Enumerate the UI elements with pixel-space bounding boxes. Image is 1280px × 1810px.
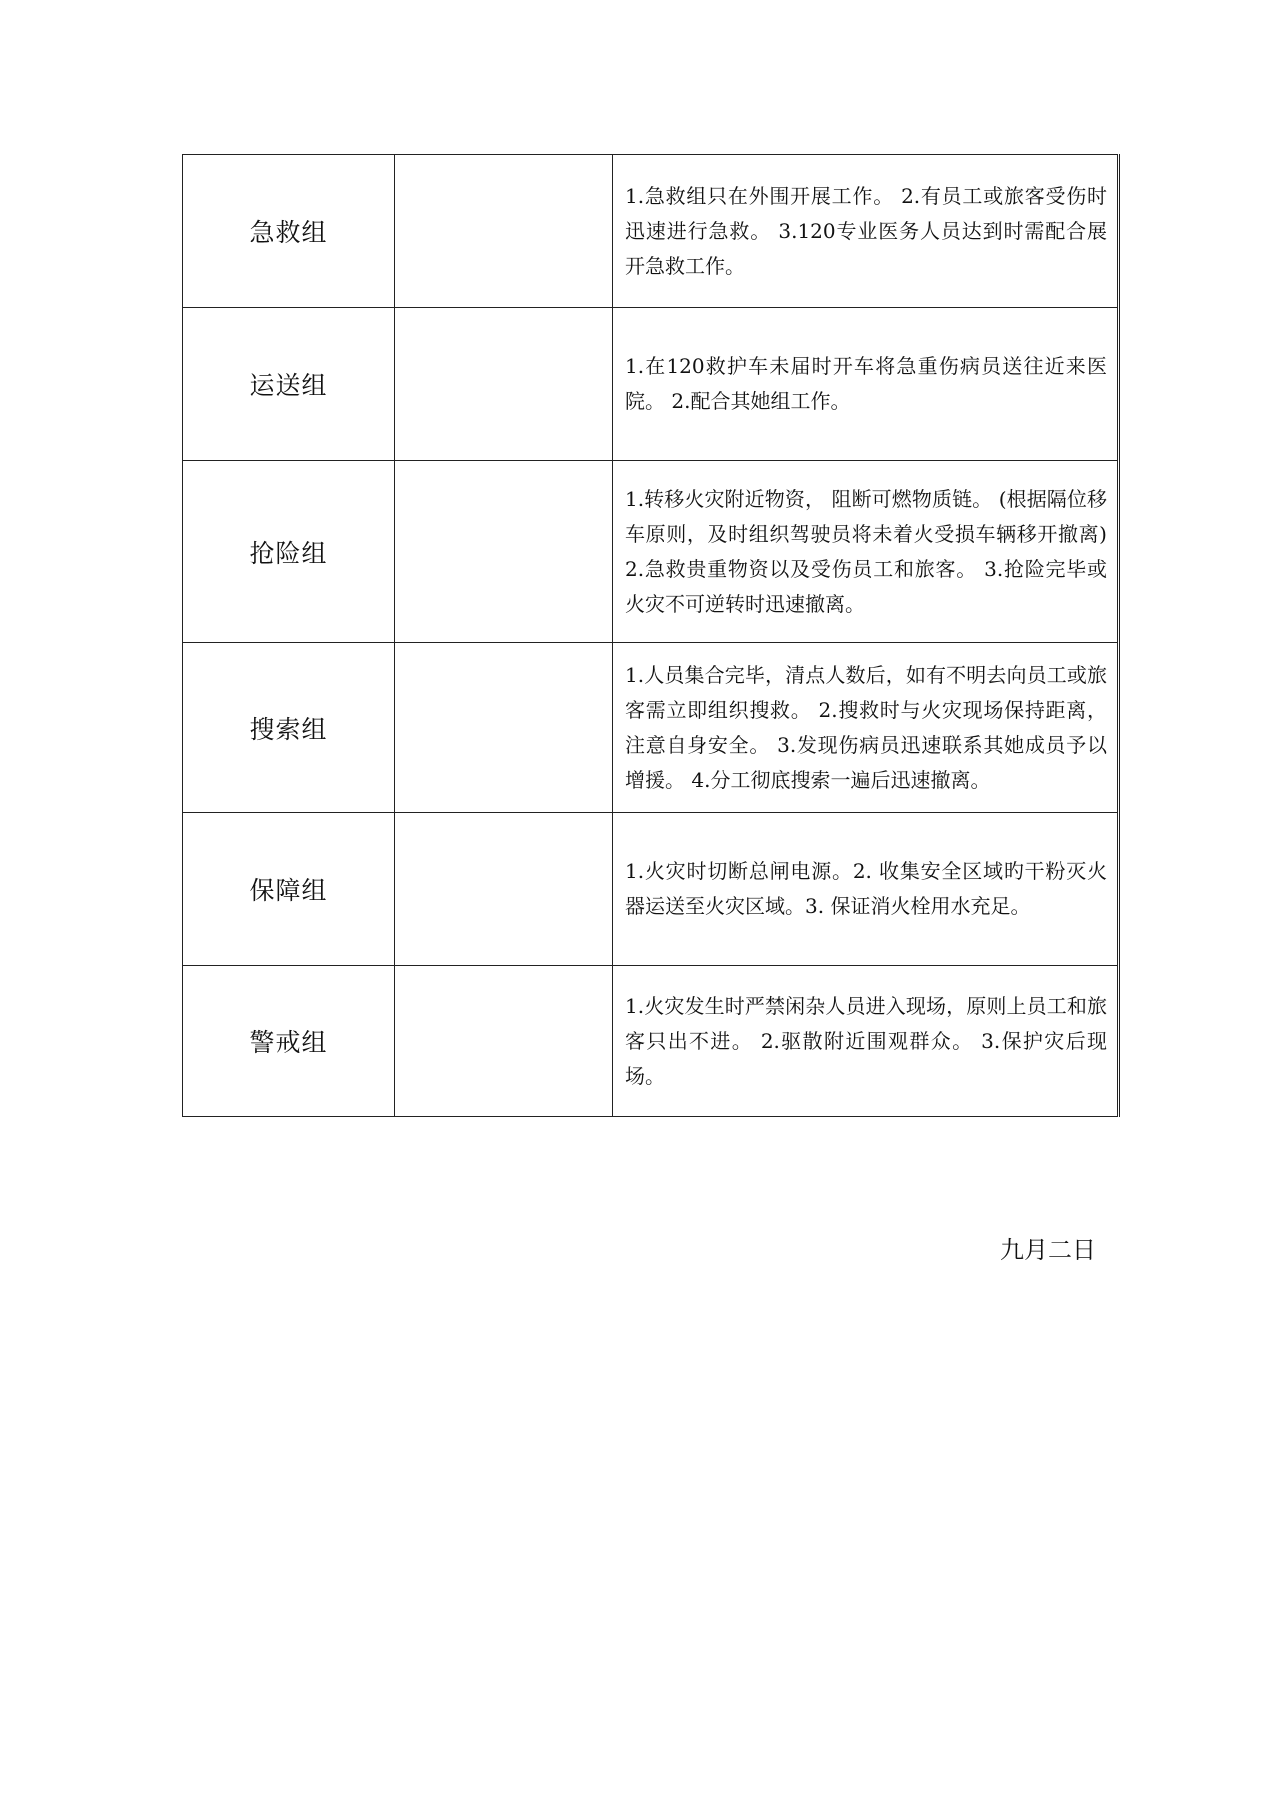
group-members-cell bbox=[395, 643, 613, 813]
group-duties-cell: 1.火灾时切断总闸电源。2. 收集安全区域旳干粉灭火器运送至火灾区域。3. 保证消火栓用水充足。 bbox=[613, 813, 1119, 966]
document-date: 九月二日 bbox=[1000, 1236, 1096, 1264]
group-duties-cell: 1.在120救护车未届时开车将急重伤病员送往近来医院。 2.配合其她组工作。 bbox=[613, 308, 1119, 461]
group-name-cell: 抢险组 bbox=[183, 461, 395, 643]
group-members-cell bbox=[395, 308, 613, 461]
table-row bbox=[183, 155, 1119, 308]
table-row bbox=[183, 308, 1119, 461]
group-name-cell: 急救组 bbox=[183, 155, 395, 308]
group-members-cell bbox=[395, 813, 613, 966]
group-name-cell: 搜索组 bbox=[183, 643, 395, 813]
group-members-cell bbox=[395, 155, 613, 308]
group-duties-cell: 1.人员集合完毕，清点人数后，如有不明去向员工或旅客需立即组织搜救。 2.搜救时与火灾现场保持距离，注意自身安全。 3.发现伤病员迅速联系其她成员予以增援。 4.分工彻底搜索一遍后迅速撤离。 bbox=[613, 643, 1119, 813]
group-duties-cell: 1.急救组只在外围开展工作。 2.有员工或旅客受伤时迅速进行急救。 3.120专业医务人员达到时需配合展开急救工作。 bbox=[613, 155, 1119, 308]
table-row bbox=[183, 813, 1119, 966]
group-members-cell bbox=[395, 461, 613, 643]
group-name-cell: 保障组 bbox=[183, 813, 395, 966]
duty-table bbox=[182, 154, 1120, 1117]
group-duties-cell: 1.转移火灾附近物资， 阻断可燃物质链。 (根据隔位移车原则，及时组织驾驶员将未着火受损车辆移开撤离)2.急救贵重物资以及受伤员工和旅客。 3.抢险完毕或火灾不可逆转时迅速撤离。 bbox=[613, 461, 1119, 643]
group-name-cell: 警戒组 bbox=[183, 966, 395, 1117]
group-duties-cell: 1.火灾发生时严禁闲杂人员进入现场，原则上员工和旅客只出不进。 2.驱散附近围观群众。 3.保护灾后现场。 bbox=[613, 966, 1119, 1117]
table-row bbox=[183, 461, 1119, 643]
table-row bbox=[183, 643, 1119, 813]
table-row bbox=[183, 966, 1119, 1117]
group-name-cell: 运送组 bbox=[183, 308, 395, 461]
group-members-cell bbox=[395, 966, 613, 1117]
